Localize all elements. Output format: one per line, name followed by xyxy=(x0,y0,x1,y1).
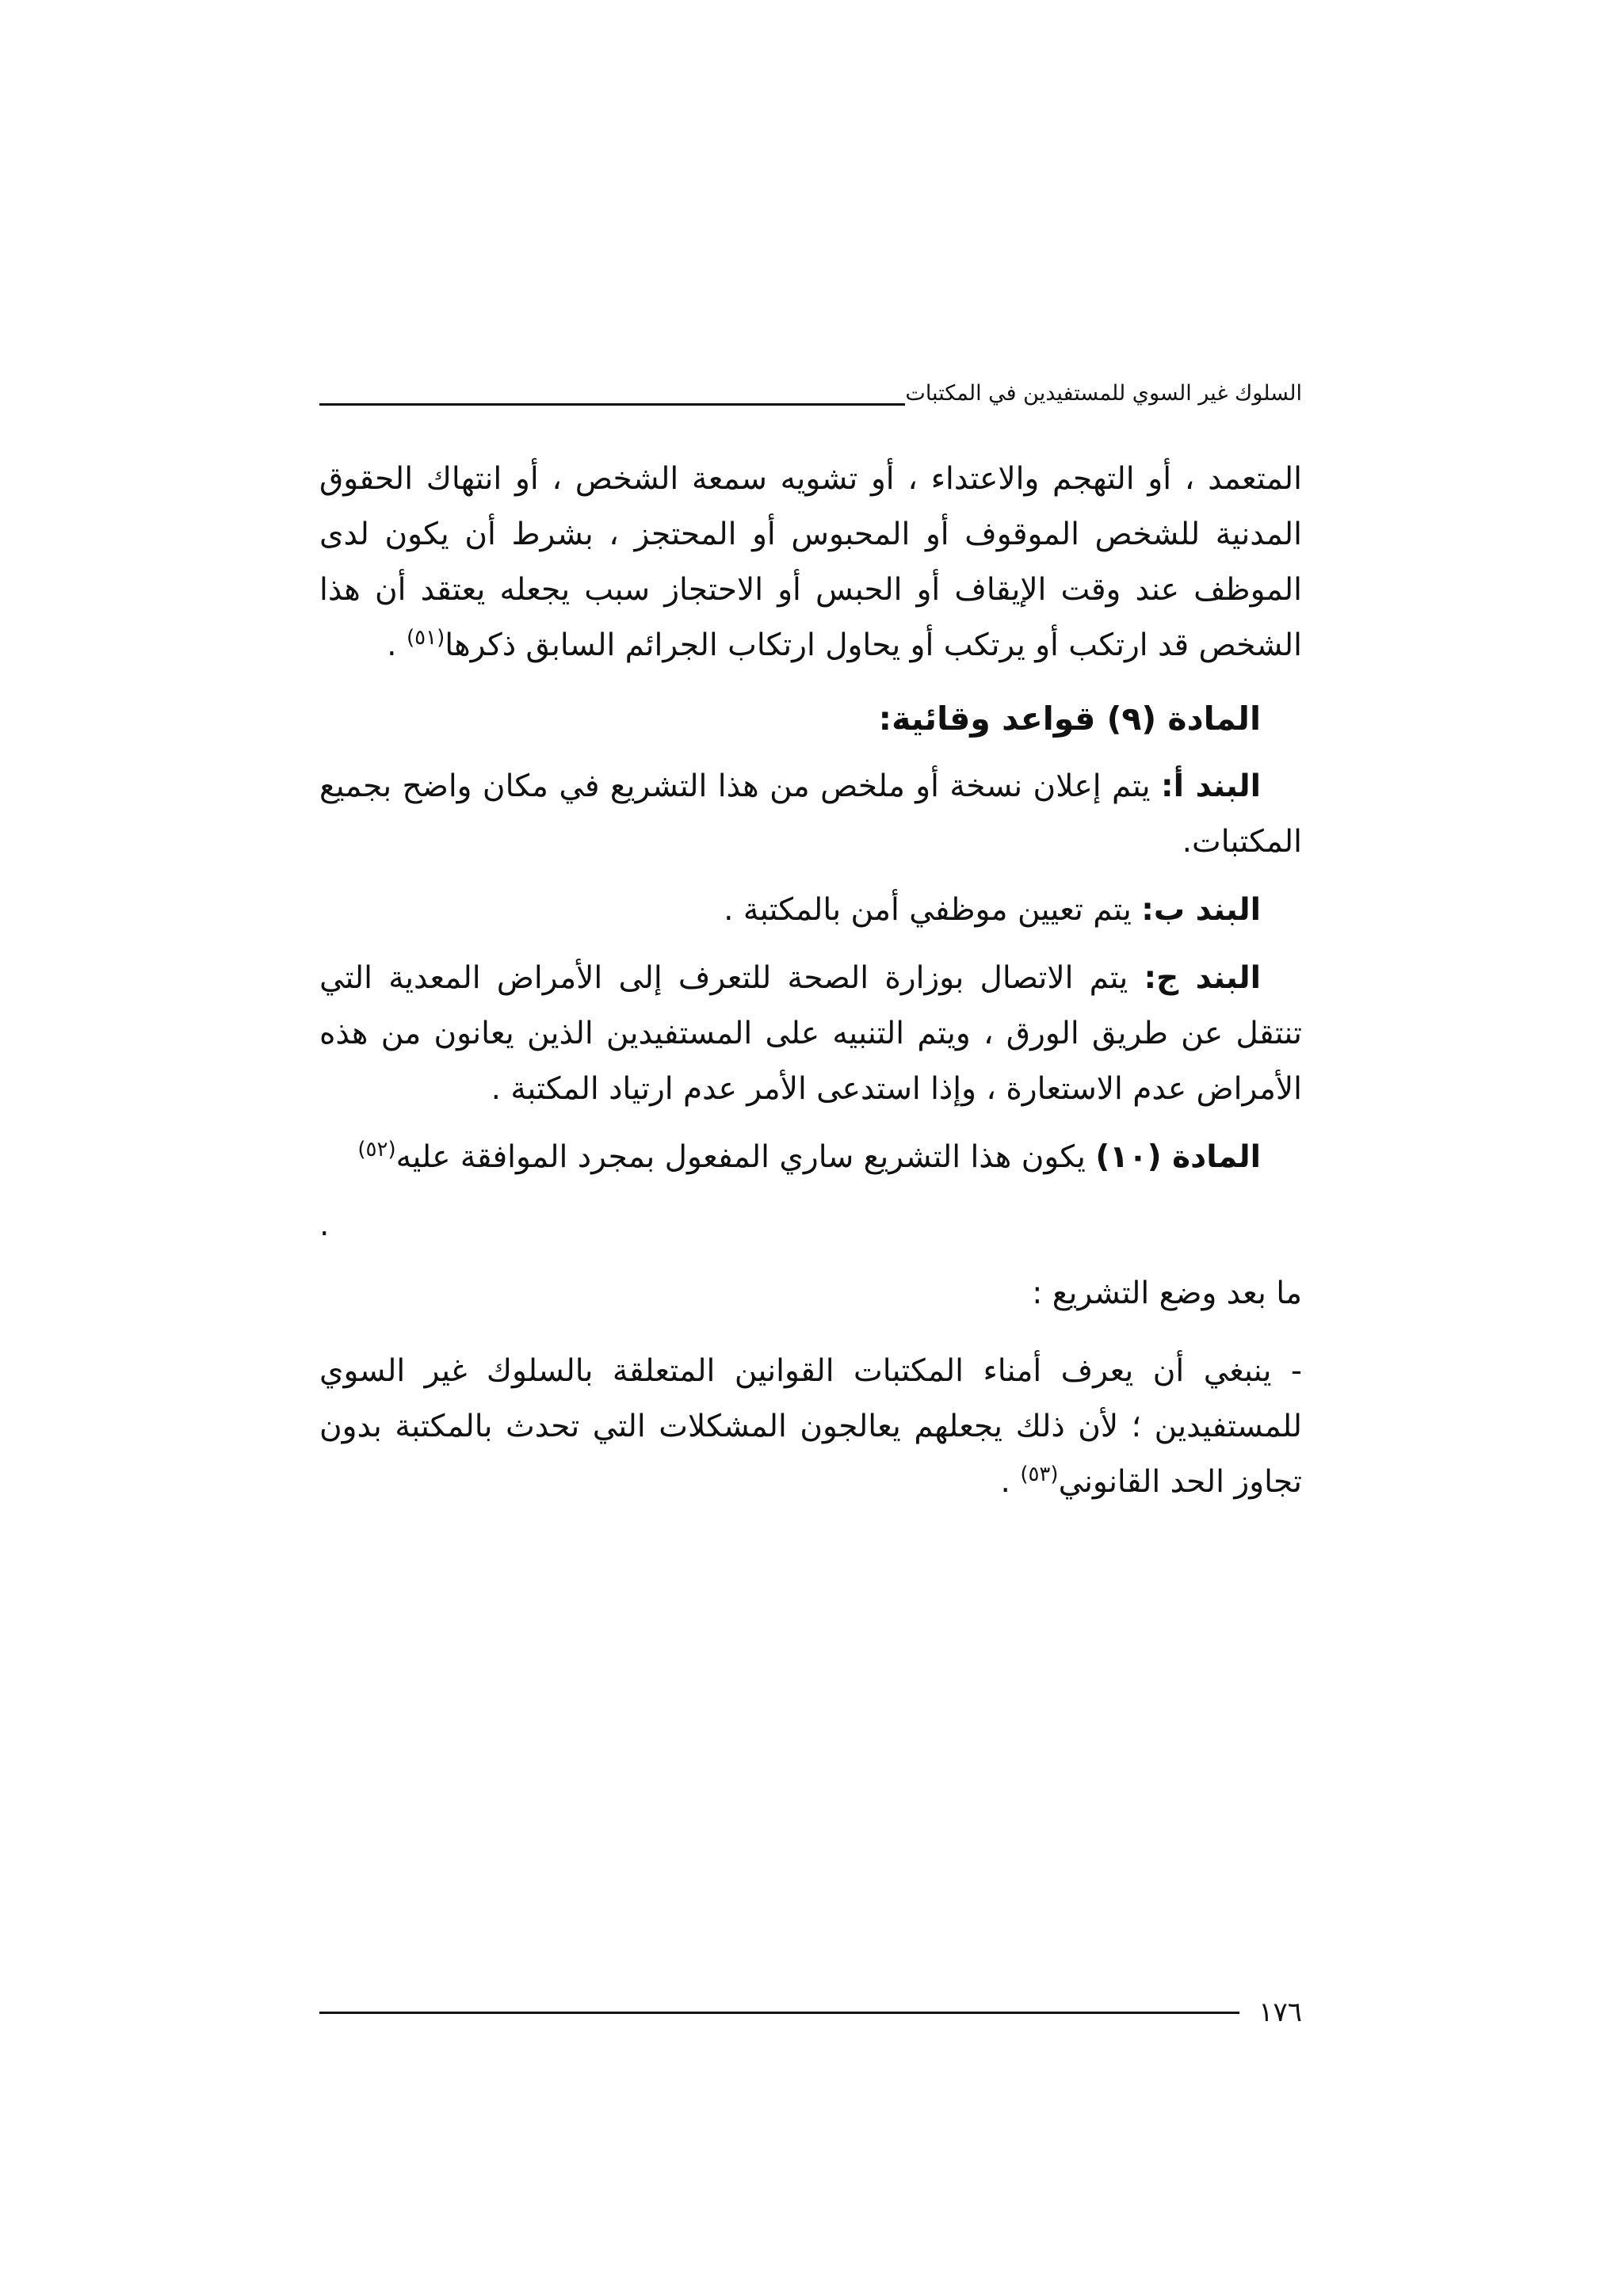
trailing-period: . xyxy=(319,1207,330,1243)
article-10-label: المادة (١٠) xyxy=(1095,1139,1261,1175)
page-footer xyxy=(319,1989,1302,2036)
clause-c-text: يتم الاتصال بوزارة الصحة للتعرف إلى الأمراض المعدية التي تنتقل عن طريق الورق ، ويتم التنبيه على المستفيدين الذين يعانون من هذه الأمراض عدم الاستعارة ، وإذا استدعى الأمر عدم ارتياد المكتبة . xyxy=(319,960,1302,1107)
article-10 xyxy=(319,1130,1302,1185)
clause-a-text: يتم إعلان نسخة أو ملخص من هذا التشريع في مكان واضح بجميع المكتبات. xyxy=(319,769,1302,860)
page-number: ١٧٦ xyxy=(1258,1997,1302,2028)
clause-a xyxy=(319,759,1302,870)
article-9-heading: المادة (٩) قواعد وقائية: xyxy=(878,700,1261,738)
post-legislation-heading: ما بعد وضع التشريع : xyxy=(1032,1276,1302,1311)
footer-rule xyxy=(319,2012,1239,2014)
footnote-ref: (٥٢) xyxy=(357,1138,396,1161)
paragraph-tail: . xyxy=(387,627,407,663)
header-rule xyxy=(319,403,905,406)
running-title: السلوك غير السوي للمستفيدين في المكتبات xyxy=(905,381,1302,406)
clause-c-label: البند ج: xyxy=(1144,960,1261,996)
list-item-tail: . xyxy=(1000,1464,1021,1500)
body-text xyxy=(319,452,1302,1510)
running-header xyxy=(319,372,1302,412)
footnote-ref: (٥٣) xyxy=(1020,1463,1059,1486)
article-10-text: يكون هذا التشريع ساري المفعول بمجرد الموافقة عليه xyxy=(395,1139,1096,1175)
clause-b-label: البند ب: xyxy=(1141,892,1261,928)
clause-b xyxy=(319,883,1302,938)
clause-b-text: يتم تعيين موظفي أمن بالمكتبة . xyxy=(724,892,1142,928)
paragraph-text: المتعمد ، أو التهجم والاعتداء ، أو تشويه سمعة الشخص ، أو انتهاك الحقوق المدنية للشخص الموقوف أو المحبوس أو المحتجز ، بشرط أن يكون لدى الموظف عند وقت الإيقاف أو الحبس أو الاحتجاز سبب يجعله يعتقد أن هذا الشخص قد ارتكب أو يرتكب أو يحاول ارتكاب الجرائم السابق ذكرها xyxy=(319,461,1302,663)
list-item xyxy=(319,1344,1302,1510)
footnote-ref: (٥١) xyxy=(406,626,445,650)
paragraph-continuation xyxy=(319,452,1302,673)
list-item-text: - ينبغي أن يعرف أمناء المكتبات القوانين المتعلقة بالسلوك غير السوي للمستفيدين ؛ لأن ذلك يجعلهم يعالجون المشكلات التي تحدث بالمكتبة بدون تجاوز الحد القانوني xyxy=(319,1353,1302,1500)
clause-c xyxy=(319,951,1302,1117)
clause-a-label: البند أ: xyxy=(1161,769,1261,804)
